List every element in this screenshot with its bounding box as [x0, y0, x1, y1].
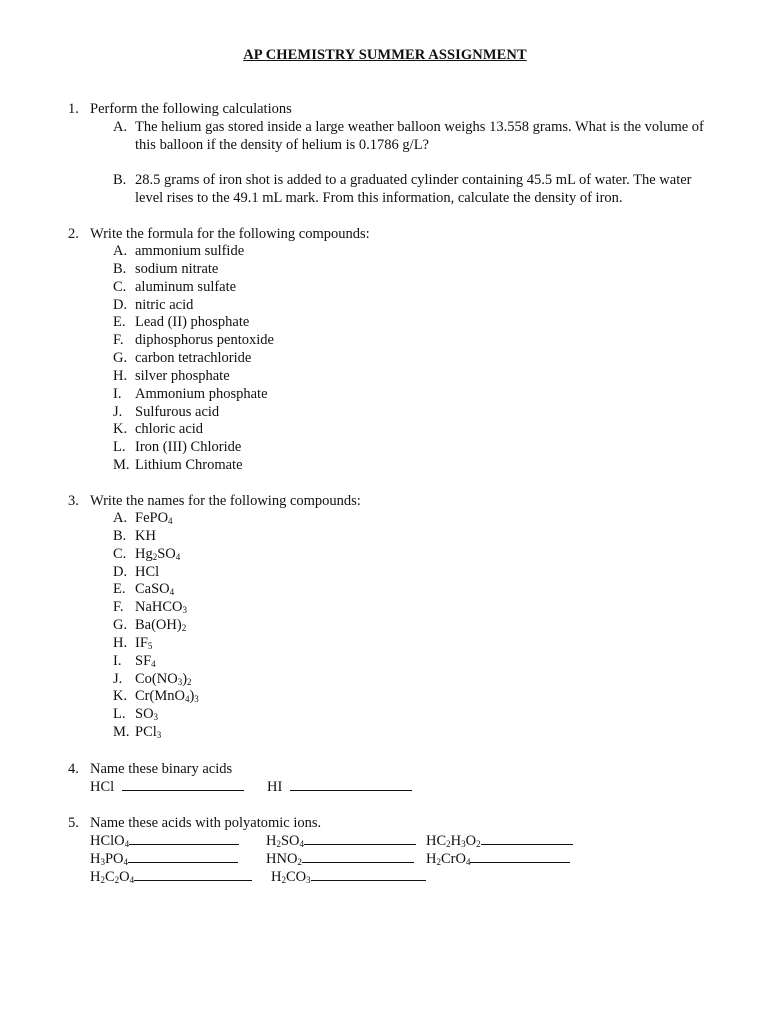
item-text: $Co(NO_3)_2$ [135, 670, 192, 687]
item-text: $SF_4$ [135, 652, 156, 669]
acid-cell [90, 869, 252, 886]
item-label: L. [113, 706, 126, 723]
item-label: C. [113, 545, 127, 562]
question-number: 3. [68, 493, 79, 509]
item-label: M. [113, 457, 130, 474]
acid-cell [426, 851, 570, 868]
question-number: 1. [68, 101, 79, 117]
acid-formula: $H_2C_2O_4$ [90, 868, 135, 885]
answer-blank[interactable] [302, 851, 414, 863]
answer-blank[interactable] [122, 779, 244, 791]
question-number: 2. [68, 226, 79, 242]
answer-blank[interactable] [290, 779, 412, 791]
item-label: L. [113, 439, 126, 456]
item-text: KH [135, 527, 156, 544]
item-text: $Hg_2SO_4$ [135, 545, 181, 562]
item-text: silver phosphate [135, 367, 230, 384]
item-label: I. [113, 652, 122, 669]
question-number: 5. [68, 815, 79, 831]
acid-formula: $H_3PO_4$ [90, 850, 129, 867]
acid-cell [266, 851, 414, 868]
item-text: Iron (III) Chloride [135, 439, 242, 456]
item-label: J. [113, 403, 123, 420]
item-label: K. [113, 421, 128, 438]
item-label: B. [113, 527, 127, 544]
answer-blank[interactable] [311, 869, 426, 881]
item-label: A. [113, 510, 128, 526]
item-text: $Cr(MnO_4)_3$ [135, 688, 199, 705]
answer-blank[interactable] [134, 869, 252, 881]
item-label: B. [113, 172, 127, 188]
question-text: Name these binary acids [90, 761, 233, 777]
item-text: aluminum sulfate [135, 278, 237, 295]
item-text: HCl [135, 563, 160, 580]
question-text: Perform the following calculations [90, 101, 292, 117]
acid-formula: $HNO_2$ [266, 850, 302, 867]
answer-blank[interactable] [304, 833, 416, 845]
item-text: chloric acid [135, 421, 204, 438]
item-label: F. [113, 599, 124, 616]
acid-formula: HI [267, 779, 283, 795]
item-text: NaHCO$_3$ [135, 599, 188, 616]
item-text: carbon tetrachloride [135, 350, 252, 367]
item-label: B. [113, 260, 127, 277]
item-label: D. [113, 296, 128, 313]
item-text: diphosphorus pentoxide [135, 332, 274, 349]
item-text: nitric acid [135, 296, 194, 313]
acid-formula: $H_2SO_4$ [266, 833, 305, 849]
item-text: FePO$_4$ [135, 510, 173, 526]
item-label: M. [113, 724, 130, 741]
item-label: E. [113, 581, 126, 598]
item-label: K. [113, 688, 128, 705]
item-label: G. [113, 350, 128, 367]
question-number: 4. [68, 761, 79, 777]
item-text: The helium gas stored inside a large weather balloon weighs 13.558 grams. What is the volume of this balloon if the density of helium is 0.1786 g/L? [135, 119, 704, 153]
question-text: Write the names for the following compounds: [90, 493, 361, 509]
acid-cell [90, 833, 239, 850]
item-text: Ammonium phosphate [135, 385, 268, 402]
item-label: A. [113, 243, 128, 259]
item-label: H. [113, 634, 128, 651]
item-text: $IF_5$ [135, 634, 153, 651]
item-label: H. [113, 367, 128, 384]
item-label: G. [113, 617, 128, 634]
acid-cell [90, 851, 238, 868]
acid-formula: $H_2CO_3$ [271, 868, 311, 885]
item-text: sodium nitrate [135, 260, 219, 277]
acid-cell [271, 869, 426, 886]
item-label: E. [113, 314, 126, 331]
item-label: D. [113, 563, 128, 580]
answer-blank[interactable] [481, 833, 573, 845]
answer-blank[interactable] [129, 833, 239, 845]
item-text: Lithium Chromate [135, 457, 243, 474]
item-text: CaSO$_4$ [135, 581, 175, 598]
item-text: PCl$_3$ [135, 724, 162, 741]
item-label: A. [113, 119, 128, 135]
acid-formula: $HC_2H_3O_2$ [426, 833, 481, 849]
acid-cell [426, 833, 573, 850]
item-text: Sulfurous acid [135, 403, 220, 420]
acid-formula: HClO$_4$ [90, 833, 130, 849]
answer-blank[interactable] [128, 851, 238, 863]
item-label: I. [113, 385, 122, 402]
acid-cell [266, 833, 416, 850]
item-text: Lead (II) phosphate [135, 314, 250, 331]
item-label: F. [113, 332, 124, 349]
item-text: $Ba(OH)_2$ [135, 617, 187, 634]
item-text: $SO_3$ [135, 706, 159, 723]
page-title: AP CHEMISTRY SUMMER ASSIGNMENT [243, 47, 527, 63]
question-text: Write the formula for the following compounds: [90, 226, 370, 242]
binary-acid-row [90, 779, 412, 796]
item-label: J. [113, 670, 123, 687]
item-text: 28.5 grams of iron shot is added to a graduated cylinder containing 45.5 mL of water. The water level rises to the 49.1 mL mark. From this information, calculate the density of iron. [135, 172, 692, 206]
item-label: C. [113, 278, 127, 295]
answer-blank[interactable] [470, 851, 570, 863]
item-text: ammonium sulfide [135, 243, 245, 259]
acid-formula: HCl [90, 779, 115, 795]
acid-formula: $H_2CrO_4$ [426, 850, 471, 867]
question-text: Name these acids with polyatomic ions. [90, 815, 322, 831]
